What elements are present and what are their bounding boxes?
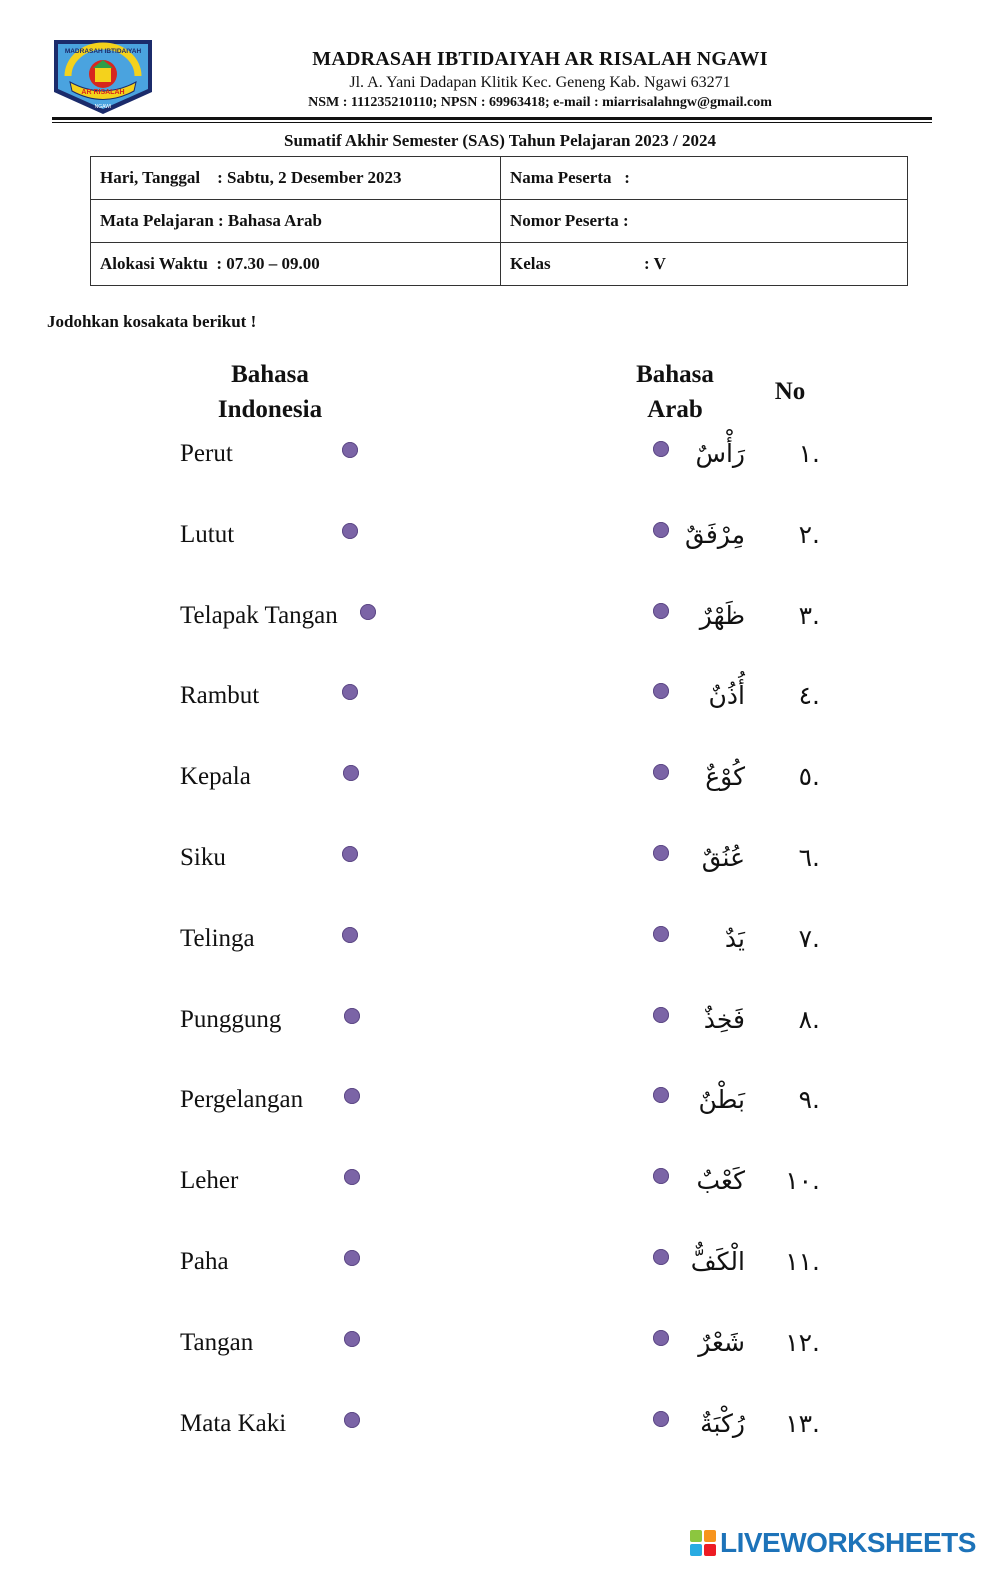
indonesian-word: Mata Kaki: [180, 1410, 287, 1437]
item-number: .١١: [785, 1247, 820, 1276]
match-dot-left[interactable]: [344, 1088, 360, 1104]
match-dot-left[interactable]: [360, 604, 376, 620]
indonesian-word: Tangan: [180, 1329, 254, 1356]
day-date-cell: Hari, Tanggal : Sabtu, 2 Desember 2023: [91, 157, 501, 200]
arabic-word: الْكَفٌّ: [690, 1247, 745, 1276]
logo-bottom-text: NGAWI: [94, 104, 112, 110]
arabic-word: رُكْبَةٌ: [700, 1409, 745, 1438]
indonesian-word: Telinga: [180, 925, 255, 952]
column-header-indonesian-line1: Bahasa: [231, 361, 309, 388]
item-number: .١٠: [785, 1166, 820, 1195]
arabic-word: شَعْرٌ: [698, 1328, 745, 1357]
item-number: .٤: [798, 681, 820, 710]
liveworksheets-brand: [690, 1526, 976, 1560]
class-cell: [501, 243, 908, 286]
school-ids: NSM : 111235210110; NPSN : 69963418; e-mail : miarrisalahngw@gmail.com: [308, 95, 772, 110]
arabic-word: أُذُنٌ: [708, 681, 745, 710]
item-number: .١٢: [785, 1328, 820, 1357]
item-number: .١٣: [785, 1409, 820, 1438]
match-dot-left[interactable]: [342, 523, 358, 539]
logo-top-text: MADRASAH IBTIDAIYAH: [64, 48, 142, 55]
indonesian-word: Telapak Tangan: [180, 602, 338, 629]
arabic-word: كَعْبٌ: [696, 1166, 745, 1195]
match-dot-left[interactable]: [342, 846, 358, 862]
indonesian-word: Kepala: [180, 763, 251, 790]
indonesian-word: Pergelangan: [180, 1086, 304, 1113]
match-dot-left[interactable]: [342, 927, 358, 943]
time-cell: Alokasi Waktu : 07.30 – 09.00: [91, 243, 501, 286]
column-header-arabic: [615, 357, 735, 427]
indonesian-word: Perut: [180, 440, 233, 467]
indonesian-word: Lutut: [180, 521, 235, 548]
indonesian-word: Siku: [180, 844, 226, 871]
liveworksheets-text: LIVEWORKSHEETS: [720, 1527, 976, 1558]
item-number: .٩: [798, 1085, 820, 1114]
participant-number-cell[interactable]: Nomor Peserta :: [501, 200, 908, 243]
logo-ribbon-text: AR RISALAH: [81, 89, 125, 96]
arabic-word: ظَهْرٌ: [699, 601, 745, 630]
item-number: .٦: [798, 843, 820, 872]
school-address: Jl. A. Yani Dadapan Klitik Kec. Geneng Kab. Ngawi 63271: [349, 74, 731, 91]
school-logo: [50, 36, 156, 116]
arabic-word: فَخِذٌ: [703, 1005, 745, 1034]
exam-title: Sumatif Akhir Semester (SAS) Tahun Pelajaran 2023 / 2024: [284, 131, 716, 150]
indonesian-word: Paha: [180, 1248, 229, 1275]
match-dot-left[interactable]: [343, 765, 359, 781]
instruction: Jodohkan kosakata berikut !: [47, 312, 257, 331]
item-number: .٣: [798, 601, 820, 630]
indonesian-word: Leher: [180, 1167, 239, 1194]
column-header-arabic-line1: Bahasa: [636, 361, 714, 388]
arabic-word: بَطْنٌ: [698, 1085, 745, 1114]
subject-cell: Mata Pelajaran : Bahasa Arab: [91, 200, 501, 243]
participant-name-cell[interactable]: Nama Peserta :: [501, 157, 908, 200]
class-value: : V: [644, 254, 666, 273]
column-header-number: No: [774, 378, 806, 405]
indonesian-word: Punggung: [180, 1006, 282, 1033]
match-dot-left[interactable]: [344, 1250, 360, 1266]
indonesian-word: Rambut: [180, 682, 260, 709]
item-number: .٨: [798, 1005, 820, 1034]
arabic-word: عُنُقٌ: [701, 843, 745, 872]
column-header-indonesian: [190, 357, 350, 427]
match-dot-left[interactable]: [344, 1008, 360, 1024]
match-dot-left[interactable]: [344, 1169, 360, 1185]
match-dot-left[interactable]: [342, 684, 358, 700]
school-name: MADRASAH IBTIDAIYAH AR RISALAH NGAWI: [312, 48, 768, 70]
header-rule-thick: [52, 117, 932, 120]
item-number: .٥: [798, 762, 820, 791]
arabic-word: رَأْسٌ: [695, 439, 745, 468]
column-header-arabic-line2: Arab: [647, 396, 703, 423]
item-number: .١: [798, 439, 820, 468]
match-dot-left[interactable]: [342, 442, 358, 458]
liveworksheets-logo-icon: [690, 1530, 716, 1556]
arabic-word: يَدٌ: [724, 924, 745, 953]
column-header-indonesian-line2: Indonesia: [217, 396, 323, 423]
match-dot-left[interactable]: [344, 1412, 360, 1428]
info-table: [90, 156, 908, 286]
header-rule-thin: [52, 122, 932, 123]
item-number: .٧: [798, 924, 820, 953]
match-dot-left[interactable]: [344, 1331, 360, 1347]
item-number: .٢: [798, 520, 820, 549]
arabic-word: كُوْعٌ: [705, 762, 745, 791]
class-label: Kelas: [510, 254, 551, 273]
arabic-word: مِرْفَقٌ: [685, 520, 745, 549]
